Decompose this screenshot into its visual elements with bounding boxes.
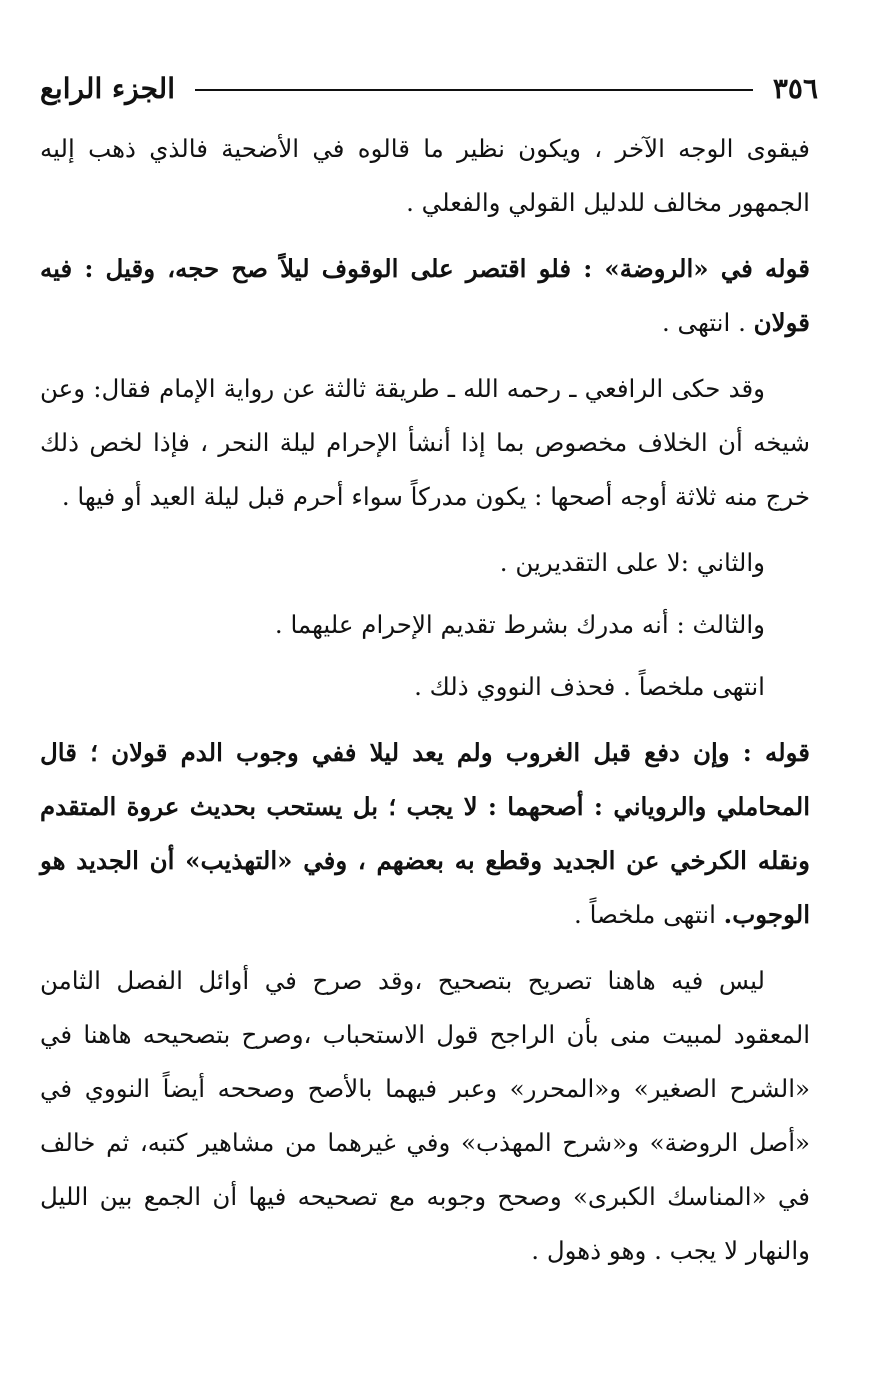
paragraph-3: [40, 362, 810, 524]
page-body: [40, 122, 810, 1290]
paragraph-7-quote: قوله : وإن دفع قبل الغروب ولم يعد ليلا ففي وجوب الدم قولان ؛ قال المحاملي والروياني : أصحهما : لا يجب ؛ بل يستحب بحديث عروة المتقدم ونقله الكرخي عن الجديد وقطع به بعضهم ، وفي «التهذيب» أن الجديد هو الوجوب.: [40, 738, 810, 929]
paragraph-7-text: انتهى ملخصاً .: [574, 900, 724, 929]
paragraph-1: [40, 122, 810, 230]
paragraph-6: [40, 660, 810, 714]
paragraph-4: [40, 536, 810, 590]
page-header: [40, 66, 818, 110]
paragraph-8-text: ليس فيه هاهنا تصريح بتصحيح ،وقد صرح في أوائل الفصل الثامن المعقود لمبيت منى بأن الراجح قول الاستحباب ،وصرح بتصحيحه هاهنا في «الشرح الصغير» و«المحرر» وعبر فيهما بالأصح وصححه أيضاً النووي في «أصل الروضة» و«شرح المهذب» وفي غيرهما من مشاهير كتبه، ثم خالف في «المناسك الكبرى» وصحح وجوبه مع تصحيحه فيها أن الجمع بين الليل والنهار لا يجب . وهو ذهول .: [40, 966, 810, 1265]
paragraph-6-text: انتهى ملخصاً . فحذف النووي ذلك .: [414, 672, 765, 701]
paragraph-5: [40, 598, 810, 652]
paragraph-7: [40, 726, 810, 942]
paragraph-8: [40, 954, 810, 1278]
paragraph-2-text: . انتهى .: [661, 308, 754, 337]
paragraph-5-text: والثالث : أنه مدرك بشرط تقديم الإحرام عليهما .: [274, 610, 765, 639]
page-number: ٣٥٦: [772, 71, 818, 105]
paragraph-2: [40, 242, 810, 350]
paragraph-1-text: فيقوى الوجه الآخر ، ويكون نظير ما قالوه في الأضحية فالذي ذهب إليه الجمهور مخالف للدليل القولي والفعلي .: [40, 134, 810, 217]
running-title: الجزء الرابع: [40, 71, 175, 105]
paragraph-2-quote: قوله في «الروضة» : فلو اقتصر على الوقوف ليلاً صح حجه، وقيل : فيه قولان: [40, 254, 810, 337]
paragraph-4-text: والثاني :لا على التقديرين .: [499, 548, 765, 577]
header-rule: [195, 89, 753, 91]
paragraph-3-text: وقد حكى الرافعي ـ رحمه الله ـ طريقة ثالثة عن رواية الإمام فقال: وعن شيخه أن الخلاف مخصوص بما إذا أنشأ الإحرام ليلة النحر ، فإذا لخص ذلك خرج منه ثلاثة أوجه أصحها : يكون مدركاً سواء أحرم قبل ليلة العيد أو فيها .: [40, 374, 810, 511]
